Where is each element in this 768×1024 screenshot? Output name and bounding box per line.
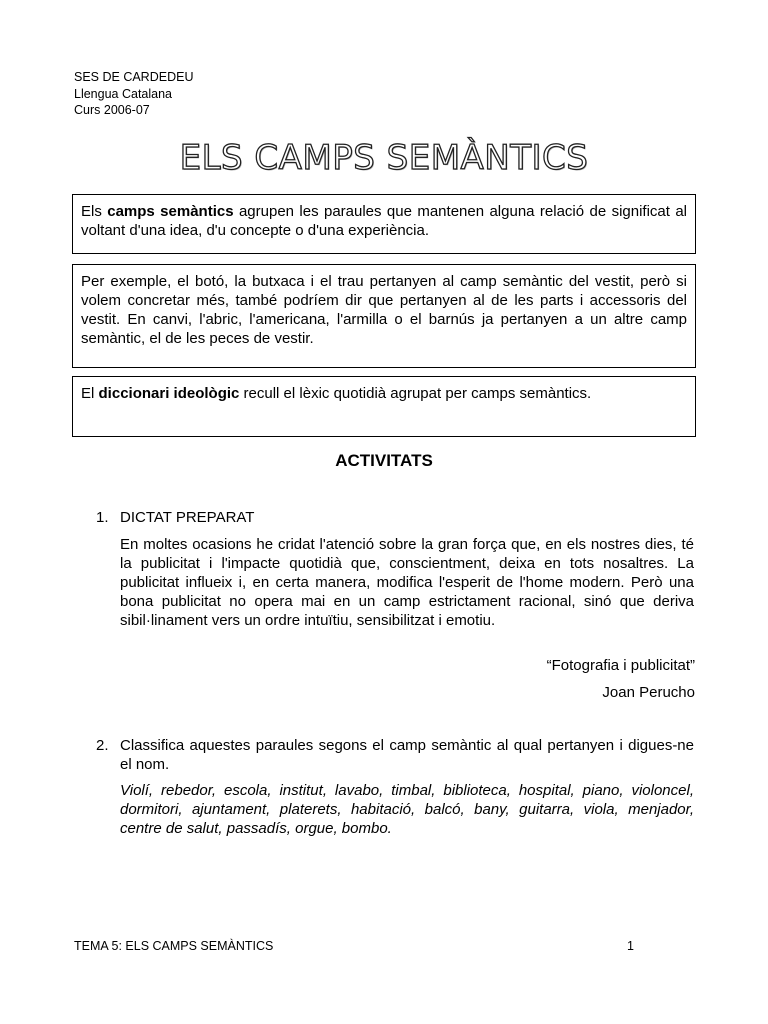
definition-term: camps semàntics [107, 203, 234, 220]
activity-2-number: 2. [96, 737, 109, 754]
dictionary-box [72, 376, 696, 437]
page-number: 1 [627, 939, 634, 953]
definition-text-post: agrupen les paraules que mantenen alguna relació de significat al voltant d'una idea, d'u concepte o d'una experiència. [81, 203, 687, 239]
definition-text-pre: Els [81, 203, 108, 220]
word-list: Violí, rebedor, escola, institut, lavabo, timbal, biblioteca, hospital, piano, violoncel, dormitori, ajuntament, platerets, habitació, balcó, bany, guitarra, viola, menjador, centre de salut, passadís, orgue, bombo. [120, 782, 694, 837]
course-year: Curs 2006-07 [74, 103, 150, 117]
footer-title: TEMA 5: ELS CAMPS SEMÀNTICS [74, 939, 274, 953]
document-header [74, 69, 193, 119]
activity-1-heading [96, 508, 254, 527]
activity-1-title: DICTAT PREPARAT [120, 509, 255, 526]
definition-box [72, 194, 696, 254]
subject-name: Llengua Catalana [74, 86, 172, 101]
activity-1-number: 1. [96, 509, 109, 526]
source-title: “Fotografia i publicitat” [546, 657, 695, 674]
activities-heading: ACTIVITATS [335, 451, 433, 470]
school-name: SES DE CARDEDEU [74, 70, 194, 84]
dictionary-term: diccionari ideològic [98, 385, 240, 402]
example-box [72, 264, 696, 368]
dictation-paragraph: En moltes ocasions he cridat l'atenció sobre la gran força que, en els nostres dies, té la publicitat i l'impacte quotidià que, conscientment, deixa en tots nosaltres. La publicitat influeix i, en certa manera, modifica l'esperit de l'home modern. Però una bona publicitat no opera mai en un camp estrictament racional, sinó que deriva sibil·linament vers un ordre intuïtiu, sensibilitzat i emotiu. [120, 536, 694, 629]
source-author: Joan Perucho [602, 684, 695, 701]
activity-2-instruction: Classifica aquestes paraules segons el camp semàntic al qual pertanyen i digues-ne el nom. [120, 737, 694, 773]
activity-2 [96, 736, 694, 774]
dictionary-text-pre: El [81, 385, 99, 402]
dictionary-text-post: recull el lèxic quotidià agrupat per camps semàntics. [239, 385, 592, 402]
example-text: Per exemple, el botó, la butxaca i el trau pertanyen al camp semàntic del vestit, però si volem concretar més, també podríem dir que pertanyen al de les parts i accessoris del vestit. En canvi, l'abric, l'americana, l'armilla o el barnús ja pertanyen a un altre camp semàntic, el de les peces de vestir. [81, 273, 687, 347]
page-title: ELS CAMPS SEMÀNTICS [179, 138, 589, 178]
